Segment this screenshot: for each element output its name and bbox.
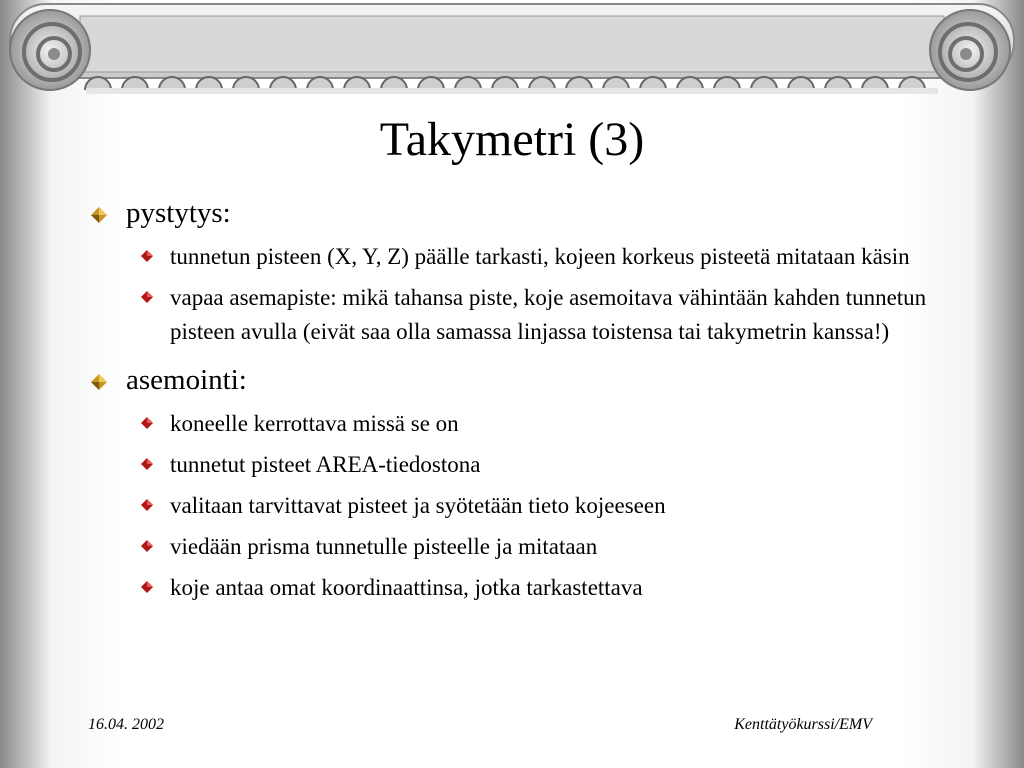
diamond-bullet-icon [90, 206, 108, 224]
list-item [170, 571, 930, 605]
list-item-text: viedään prisma tunnetulle pisteelle ja mitataan [170, 534, 598, 559]
small-diamond-bullet-icon [140, 539, 154, 553]
list-item-text: vapaa asemapiste: mikä tahansa piste, koje asemoitava vähintään kahden tunnetun pisteen avulla (eivät saa olla samassa linjassa toistensa tai takymetrin kanssa!) [170, 285, 927, 344]
small-diamond-bullet-icon [140, 457, 154, 471]
small-diamond-bullet-icon [140, 498, 154, 512]
list-item [170, 489, 930, 523]
list-item-text: tunnetun pisteen (X, Y, Z) päälle tarkasti, kojeen korkeus pisteetä mitataan käsin [170, 244, 910, 269]
column-capital-decoration [0, 0, 1024, 100]
left-volute-icon [10, 10, 90, 90]
list-item-text: tunnetut pisteet AREA-tiedostona [170, 452, 481, 477]
small-diamond-bullet-icon [140, 249, 154, 263]
section-heading-text: pystytys: [126, 197, 231, 229]
list-item [170, 407, 930, 441]
list-item [170, 281, 930, 349]
small-diamond-bullet-icon [140, 416, 154, 430]
list-item-text: koneelle kerrottava missä se on [170, 411, 459, 436]
section-heading-text: asemointi: [126, 364, 247, 396]
footer-date: 16.04. 2002 [88, 716, 164, 733]
list-item [170, 448, 930, 482]
diamond-bullet-icon [90, 373, 108, 391]
list-item [170, 530, 930, 564]
slide-title: Takymetri (3) [379, 113, 645, 166]
list-item [170, 240, 930, 274]
slide-content [90, 196, 930, 612]
small-diamond-bullet-icon [140, 290, 154, 304]
list-item-text: koje antaa omat koordinaattinsa, jotka tarkastettava [170, 575, 643, 600]
section-heading [90, 363, 930, 397]
right-volute-icon [930, 10, 1010, 90]
small-diamond-bullet-icon [140, 580, 154, 594]
list-item-text: valitaan tarvittavat pisteet ja syötetään tieto kojeeseen [170, 493, 666, 518]
section-heading [90, 196, 930, 230]
footer-org: Kenttätyökurssi/EMV [734, 716, 872, 733]
